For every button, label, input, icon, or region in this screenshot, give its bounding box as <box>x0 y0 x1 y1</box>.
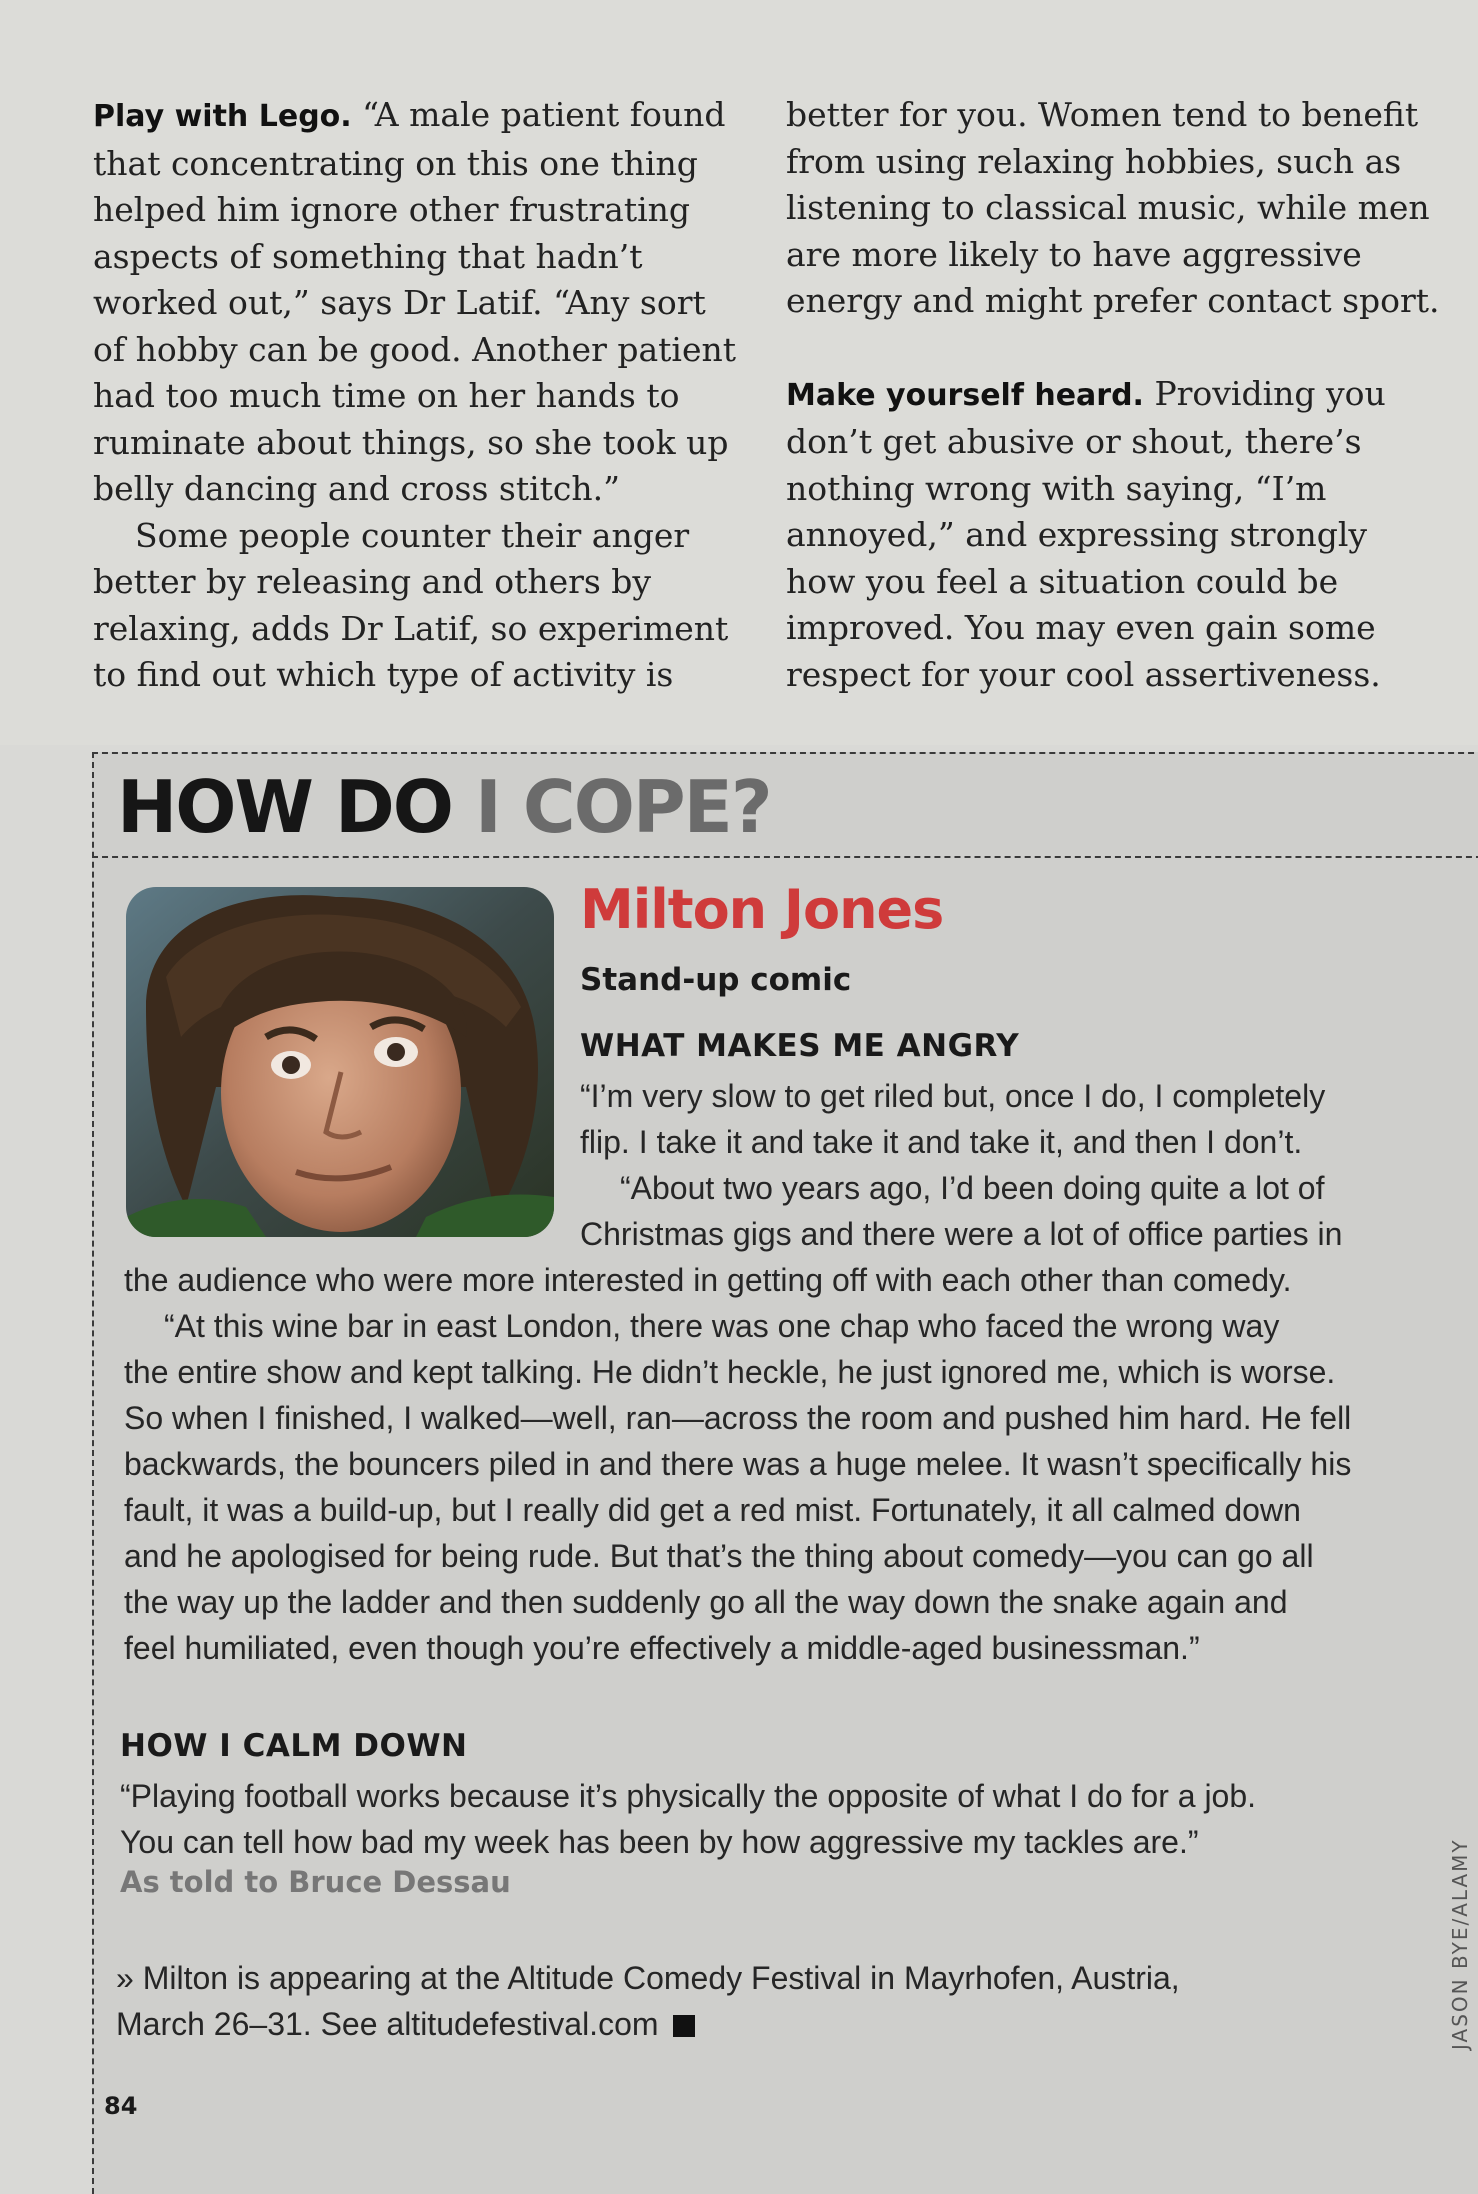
body-line: the audience who were more interested in getting off with each other than comedy. <box>124 1262 1292 1298</box>
body-line: backwards, the bouncers piled in and there was a huge melee. It wasn’t specifically his <box>124 1446 1352 1482</box>
body-line: flip. I take it and take it and take it, and then I don’t. <box>580 1124 1303 1160</box>
end-mark-icon <box>673 2015 695 2037</box>
page-number: 84 <box>104 2092 138 2120</box>
photo-credit: JASON BYE/ALAMY <box>1448 1838 1472 2050</box>
section-heading-how-i-calm-down: HOW I CALM DOWN <box>120 1728 468 1764</box>
body-line: So when I finished, I walked—well, ran—across the room and pushed him hard. He fell <box>124 1400 1352 1436</box>
profile-name: Milton Jones <box>580 878 944 941</box>
body-line: “I’m very slow to get riled but, once I do, I completely <box>580 1078 1326 1114</box>
box-title-part2: I COPE? <box>475 765 771 849</box>
right-column <box>786 92 1441 698</box>
box-title-part1: HOW DO <box>117 765 475 849</box>
profile-role: Stand-up comic <box>580 962 852 998</box>
body-line: and he apologised for being rude. But that’s the thing about comedy—you can go all <box>124 1538 1314 1574</box>
paragraph-experiment: Some people counter their anger better by releasing and others by relaxing, adds Dr Latif, so experiment to find out which type of activity is <box>93 515 729 694</box>
footnote-line: » Milton is appearing at the Altitude Comedy Festival in Mayrhofen, Austria, <box>116 1960 1180 1996</box>
body-line: “At this wine bar in east London, there was one chap who faced the wrong way <box>164 1308 1280 1344</box>
paragraph-play-with-lego <box>93 92 748 513</box>
left-column <box>93 92 748 699</box>
footnote-text: March 26–31. See altitudefestival.com <box>116 2006 659 2042</box>
paragraph-text: Providing you don’t get abusive or shout, there’s nothing wrong with saying, “I’m annoyed,” and expressing strongly how you feel a situation could be improved. You may even gain some respect for your cool assertiveness. <box>786 373 1386 694</box>
body-line: the way up the ladder and then suddenly go all the way down the snake again and <box>124 1584 1288 1620</box>
section-heading-what-makes-me-angry: WHAT MAKES ME ANGRY <box>580 1028 1020 1064</box>
subhead-play-with-lego: Play with Lego. <box>93 99 352 134</box>
article-body <box>0 0 1478 745</box>
paragraph-hobbies: better for you. Women tend to benefit from using relaxing hobbies, such as listening to classical music, while men are more likely to have aggressive energy and might prefer contact sport. <box>786 95 1440 320</box>
box-title <box>117 762 771 852</box>
byline: As told to Bruce Dessau <box>120 1865 511 1899</box>
portrait-photo <box>126 887 554 1237</box>
body-line: fault, it was a build-up, but I really did get a red mist. Fortunately, it all calmed down <box>124 1492 1301 1528</box>
subhead-make-yourself-heard: Make yourself heard. <box>786 377 1144 413</box>
body-line: Christmas gigs and there were a lot of office parties in <box>580 1216 1343 1252</box>
footnote-line <box>116 2006 695 2043</box>
body-line: the entire show and kept talking. He didn’t heckle, he just ignored me, which is worse. <box>124 1354 1336 1390</box>
body-line: “Playing football works because it’s physically the opposite of what I do for a job. <box>120 1778 1257 1814</box>
paragraph-make-yourself-heard <box>786 371 1441 699</box>
box-header-divider <box>92 856 1478 858</box>
body-line: “About two years ago, I’d been doing quite a lot of <box>620 1170 1325 1206</box>
body-line: feel humiliated, even though you’re effectively a middle-aged businessman.” <box>124 1630 1200 1666</box>
body-line: You can tell how bad my week has been by how aggressive my tackles are.” <box>120 1824 1199 1860</box>
paragraph-text: “A male patient found that concentrating on this one thing helped him ignore other frustrating aspects of something that hadn’t worked out,” says Dr Latif. “Any sort of hobby can be good. Another patient had too much time on her hands to ruminate about things, so she took up belly dancing and cross stitch.” <box>93 95 737 508</box>
